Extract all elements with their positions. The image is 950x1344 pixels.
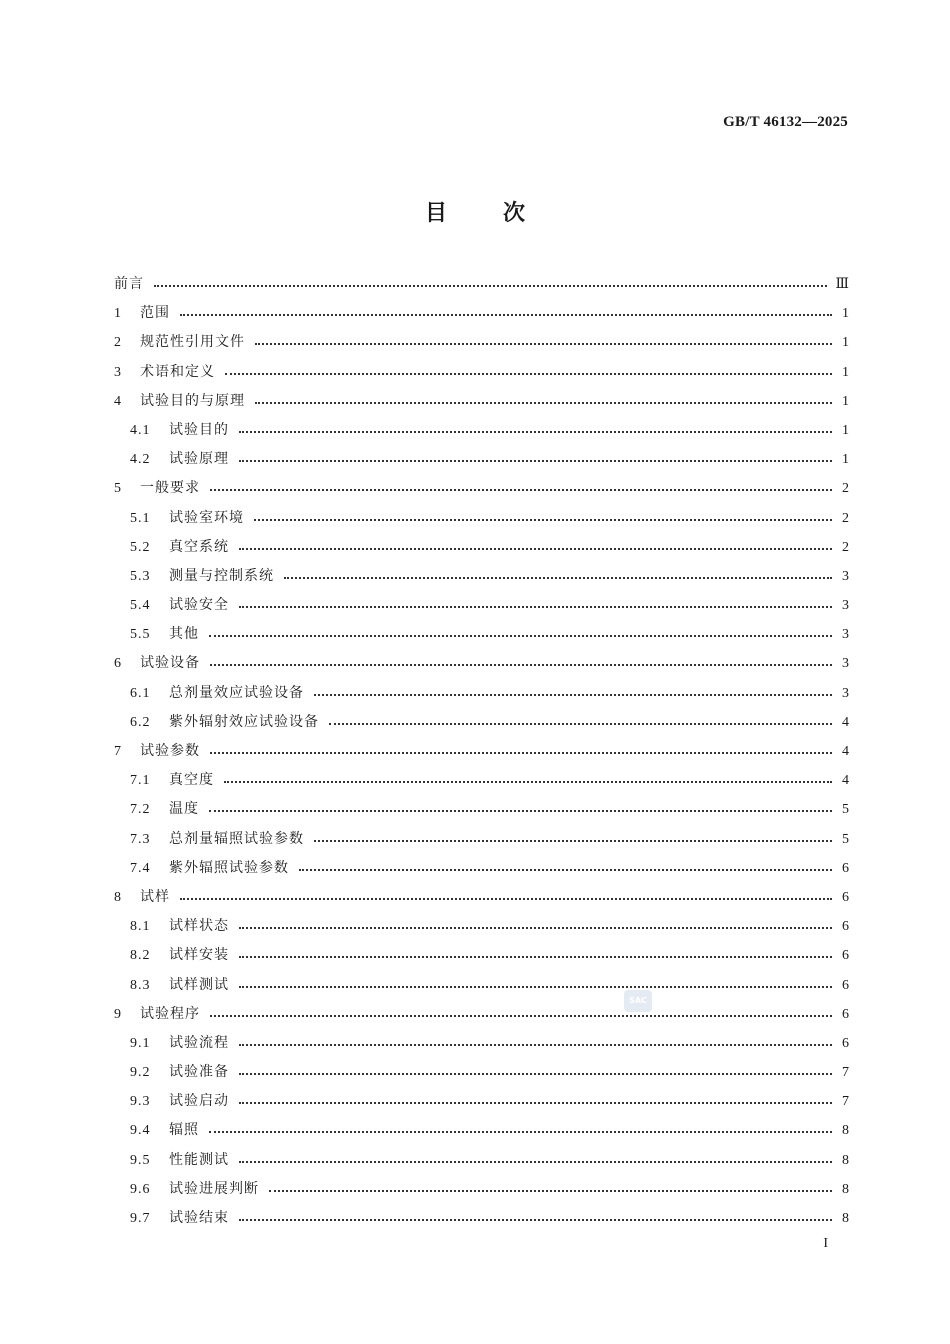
- dot-leader: [269, 1175, 832, 1204]
- dot-leader: [255, 387, 832, 416]
- dot-leader: [239, 912, 832, 941]
- toc-entry[interactable]: [114, 708, 850, 737]
- toc-entry-number: 3: [114, 364, 122, 380]
- toc-entry[interactable]: [114, 649, 850, 678]
- toc-entry-number: 6: [114, 656, 122, 672]
- toc-entry-number: 9.1: [130, 1035, 151, 1051]
- toc-entry-label: 温度: [169, 801, 199, 818]
- toc-entry-label: 规范性引用文件: [140, 334, 245, 351]
- toc-entry-number: 9.3: [130, 1094, 151, 1110]
- toc-entry-page: 8: [842, 1152, 850, 1168]
- toc-entry-label: 性能测试: [169, 1151, 229, 1168]
- dot-leader: [314, 825, 832, 854]
- toc-entry[interactable]: [114, 445, 850, 474]
- toc-entry-page: 2: [842, 539, 850, 555]
- toc-entry-label: 一般要求: [140, 480, 200, 497]
- toc-entry-number: 9: [114, 1006, 122, 1022]
- toc-entry-label: 其他: [169, 626, 199, 643]
- toc-entry[interactable]: [114, 620, 850, 649]
- toc-entry-page: 6: [842, 1006, 850, 1022]
- dot-leader: [210, 649, 832, 678]
- toc-entry-number: 7.1: [130, 773, 151, 789]
- toc-entry[interactable]: [114, 474, 850, 503]
- toc-entry-number: 5: [114, 481, 122, 497]
- toc-entry[interactable]: [114, 795, 850, 824]
- toc-entry-number: 8: [114, 889, 122, 905]
- toc-entry-number: 9.7: [130, 1211, 151, 1226]
- toc-entry[interactable]: [114, 1087, 850, 1116]
- toc-entry-page: 3: [842, 568, 850, 584]
- toc-entry[interactable]: [114, 825, 850, 854]
- dot-leader: [224, 766, 832, 795]
- toc-entry-page: 8: [842, 1211, 850, 1226]
- toc-entry-page: Ⅲ: [835, 277, 850, 292]
- dot-leader: [180, 299, 832, 328]
- toc-entry-label: 试验进展判断: [169, 1180, 259, 1197]
- toc-entry[interactable]: [114, 1146, 850, 1175]
- toc-entry[interactable]: [114, 883, 850, 912]
- toc-entry[interactable]: [114, 299, 850, 328]
- dot-leader: [209, 795, 832, 824]
- toc-entry-page: 6: [842, 1035, 850, 1051]
- toc-entry-number: 5.2: [130, 539, 151, 555]
- toc-entry[interactable]: [114, 1175, 850, 1204]
- dot-leader: [239, 591, 832, 620]
- toc-entry-number: 4.2: [130, 452, 151, 468]
- toc-entry-number: 9.6: [130, 1181, 151, 1197]
- toc-entry[interactable]: [114, 504, 850, 533]
- toc-entry-number: 4: [114, 393, 122, 409]
- toc-entry-page: 4: [842, 773, 850, 789]
- toc-entry[interactable]: [114, 737, 850, 766]
- toc-entry[interactable]: [114, 416, 850, 445]
- dot-leader: [239, 1146, 832, 1175]
- toc-entry-page: 7: [842, 1094, 850, 1110]
- toc-entry-page: 1: [842, 393, 850, 409]
- toc-entry-label: 紫外辐照试验参数: [169, 859, 289, 876]
- toc-entry-label: 紫外辐射效应试验设备: [169, 713, 319, 730]
- dot-leader: [239, 1029, 832, 1058]
- toc-entry-page: 3: [842, 656, 850, 672]
- toc-entry-label: 试样测试: [169, 976, 229, 993]
- toc-entry[interactable]: [114, 562, 850, 591]
- toc-entry-page: 2: [842, 510, 850, 526]
- toc-entry-page: 6: [842, 860, 850, 876]
- dot-leader: [239, 1087, 832, 1116]
- toc-entry-number: 4.1: [130, 422, 151, 438]
- toc-entry-number: 7.3: [130, 831, 151, 847]
- dot-leader: [239, 416, 832, 445]
- toc-entry-page: 5: [842, 802, 850, 818]
- dot-leader: [239, 941, 832, 970]
- toc-entry-page: 1: [842, 422, 850, 438]
- toc-entry-label: 试验安全: [169, 597, 229, 614]
- toc-entry[interactable]: [114, 912, 850, 941]
- dot-leader: [209, 620, 832, 649]
- toc-entry-label: 试验原理: [169, 451, 229, 468]
- toc-entry-page: 6: [842, 889, 850, 905]
- toc-entry-label: 真空系统: [169, 538, 229, 555]
- toc-entry-page: 4: [842, 714, 850, 730]
- toc-entry-label: 试验准备: [169, 1064, 229, 1081]
- dot-leader: [239, 533, 832, 562]
- toc-entry-page: 3: [842, 685, 850, 701]
- toc-entry-number: 5.3: [130, 568, 151, 584]
- sac-watermark-logo: SAC: [624, 990, 652, 1012]
- toc-entry-page: 8: [842, 1123, 850, 1139]
- toc-entry-page: 6: [842, 948, 850, 964]
- dot-leader: [209, 1116, 832, 1145]
- dot-leader: [239, 1204, 832, 1233]
- toc-entry[interactable]: [114, 1116, 850, 1145]
- toc-entry-page: 7: [842, 1065, 850, 1081]
- toc-entry[interactable]: [114, 941, 850, 970]
- toc-entry[interactable]: [114, 358, 850, 387]
- toc-entry-label: 试验目的: [169, 421, 229, 438]
- toc-entry-page: 1: [842, 306, 850, 322]
- toc-entry[interactable]: [114, 1029, 850, 1058]
- toc-entry-number: 9.4: [130, 1123, 151, 1139]
- dot-leader: [210, 474, 832, 503]
- toc-entry-page: 1: [842, 335, 850, 351]
- toc-entry-label: 试样安装: [169, 947, 229, 964]
- toc-entry-number: 6.1: [130, 685, 151, 701]
- toc-entry-label: 试验目的与原理: [140, 392, 245, 409]
- toc-entry-label: 前言: [114, 276, 144, 292]
- toc-entry-number: 5.1: [130, 510, 151, 526]
- toc-entry-label: 试样: [140, 888, 170, 905]
- dot-leader: [299, 854, 832, 883]
- toc-entry[interactable]: [114, 533, 850, 562]
- toc-entry-page: 3: [842, 627, 850, 643]
- toc-entry[interactable]: [114, 270, 850, 299]
- toc-entry[interactable]: [114, 591, 850, 620]
- toc-entry-number: 1: [114, 306, 122, 322]
- dot-leader: [210, 1000, 832, 1029]
- toc-entry-number: 5.4: [130, 598, 151, 614]
- toc-entry-page: 2: [842, 481, 850, 497]
- dot-leader: [255, 328, 832, 357]
- toc-entry-page: 4: [842, 744, 850, 759]
- toc-entry-label: 试验参数: [140, 743, 200, 759]
- toc-entry-page: 3: [842, 598, 850, 614]
- toc-entry-label: 总剂量效应试验设备: [169, 684, 304, 701]
- dot-leader: [239, 971, 832, 1000]
- toc-entry-label: 试验结束: [169, 1210, 229, 1226]
- toc-entry-number: 9.2: [130, 1065, 151, 1081]
- dot-leader: [284, 562, 832, 591]
- dot-leader: [314, 679, 832, 708]
- toc-entry[interactable]: [114, 679, 850, 708]
- dot-leader: [210, 737, 832, 766]
- toc-entry-number: 2: [114, 335, 122, 351]
- toc-entry[interactable]: [114, 971, 850, 1000]
- dot-leader: [329, 708, 832, 737]
- toc-entry-label: 测量与控制系统: [169, 567, 274, 584]
- dot-leader: [239, 1058, 832, 1087]
- toc-entry-number: 7.2: [130, 802, 151, 818]
- toc-entry-label: 辐照: [169, 1122, 199, 1139]
- toc-entry-label: 试验流程: [169, 1034, 229, 1051]
- toc-entry[interactable]: [114, 1058, 850, 1087]
- toc-entry-label: 试样状态: [169, 918, 229, 935]
- toc-entry[interactable]: [114, 1000, 850, 1029]
- toc-entry-number: 7: [114, 744, 122, 759]
- dot-leader: [254, 504, 832, 533]
- toc-entry-label: 试验室环境: [169, 509, 244, 526]
- toc-entry-number: 8.3: [130, 977, 151, 993]
- toc-entry-page: 6: [842, 977, 850, 993]
- toc-entry-label: 试验程序: [140, 1005, 200, 1022]
- toc-entry[interactable]: [114, 854, 850, 883]
- page-number: I: [823, 1236, 828, 1251]
- toc-entry-number: 9.5: [130, 1152, 151, 1168]
- toc-entry-number: 5.5: [130, 627, 151, 643]
- toc-entry[interactable]: [114, 328, 850, 357]
- toc-entry-page: 1: [842, 364, 850, 380]
- toc-entry-label: 真空度: [169, 772, 214, 789]
- toc-entry-label: 总剂量辐照试验参数: [169, 830, 304, 847]
- toc-entry[interactable]: [114, 387, 850, 416]
- toc-entry[interactable]: [114, 1204, 850, 1233]
- toc-entry-number: 6.2: [130, 714, 151, 730]
- dot-leader: [239, 445, 832, 474]
- toc-entry-page: 5: [842, 831, 850, 847]
- toc-entry-number: 8.2: [130, 948, 151, 964]
- toc-entry-label: 术语和定义: [140, 363, 215, 380]
- toc-entry-page: 8: [842, 1181, 850, 1197]
- dot-leader: [225, 358, 832, 387]
- page-title: 目次: [424, 201, 581, 226]
- toc-entry-label: 范围: [140, 305, 170, 322]
- toc-entry-page: 1: [842, 452, 850, 468]
- toc-entry-label: 试验设备: [140, 655, 200, 672]
- toc-entry-number: 8.1: [130, 919, 151, 935]
- standard-code: GB/T 46132—2025: [723, 114, 848, 130]
- toc-entry-page: 6: [842, 919, 850, 935]
- toc-entry[interactable]: [114, 766, 850, 795]
- toc-entry-number: 7.4: [130, 860, 151, 876]
- toc-entry-label: 试验启动: [169, 1093, 229, 1110]
- dot-leader: [154, 270, 827, 299]
- table-of-contents: [114, 270, 850, 1233]
- dot-leader: [180, 883, 832, 912]
